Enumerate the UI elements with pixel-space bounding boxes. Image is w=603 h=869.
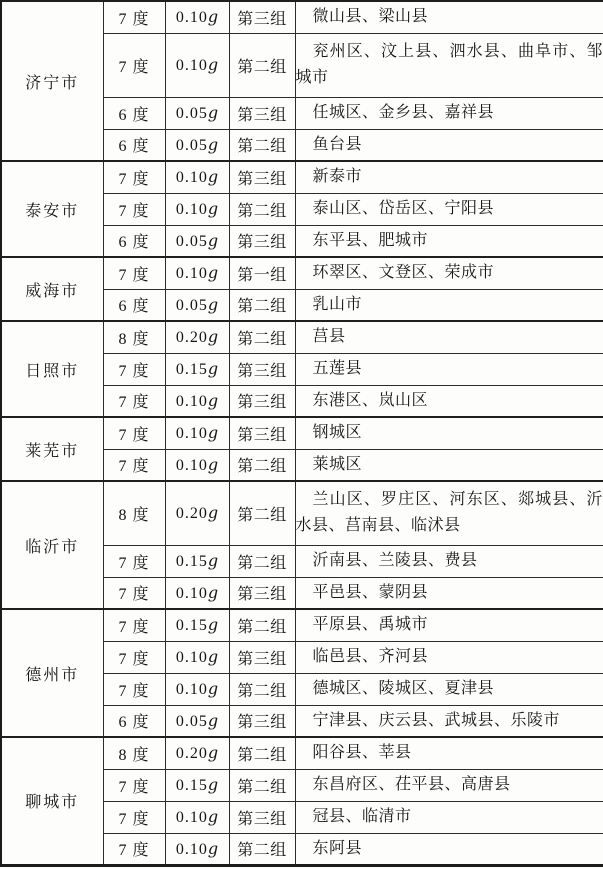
counties-list: 沂南县、兰陵县、费县	[295, 545, 603, 577]
acceleration-cell	[165, 481, 229, 545]
seismic-intensity-value: 7 度	[103, 1, 165, 33]
seismic-intensity-value: 8 度	[103, 737, 165, 769]
acceleration-unit: g	[207, 615, 219, 635]
design-group-value: 第一组	[229, 257, 295, 289]
seismic-intensity-value: 7 度	[103, 673, 165, 705]
acceleration-cell	[165, 833, 229, 865]
table-row	[1, 161, 603, 193]
acceleration-value: 0.15	[175, 617, 208, 635]
acceleration-cell	[165, 161, 229, 193]
counties-list: 平邑县、蒙阴县	[295, 577, 603, 609]
counties-list: 冠县、临清市	[295, 801, 603, 833]
seismic-intensity-value: 7 度	[103, 769, 165, 801]
acceleration-value: 0.10	[175, 57, 208, 74]
city-name: 济宁市	[1, 1, 103, 161]
counties-list: 新泰市	[295, 161, 603, 193]
acceleration-value: 0.05	[175, 712, 208, 730]
design-group-value: 第二组	[229, 673, 295, 705]
acceleration-cell	[165, 449, 229, 481]
acceleration-unit: g	[207, 103, 219, 122]
table-row	[1, 321, 603, 353]
seismic-intensity-value: 7 度	[103, 833, 165, 865]
acceleration-cell	[165, 353, 229, 385]
counties-list: 莱城区	[295, 449, 603, 481]
counties-list: 东阿县	[295, 833, 603, 865]
city-name: 聊城市	[1, 737, 103, 865]
table-row	[1, 609, 603, 641]
seismic-intensity-value: 7 度	[103, 609, 165, 641]
counties-list: 兰山区、罗庄区、河东区、郯城县、沂水县、莒南县、临沭县	[295, 481, 603, 545]
acceleration-unit: g	[207, 807, 219, 826]
seismic-intensity-value: 6 度	[103, 97, 165, 129]
acceleration-value: 0.10	[175, 649, 208, 666]
counties-list: 兖州区、汶上县、泗水县、曲阜市、邹城市	[295, 33, 603, 97]
acceleration-unit: g	[207, 263, 219, 283]
acceleration-value: 0.20	[175, 505, 208, 523]
acceleration-cell	[165, 1, 229, 33]
counties-list: 宁津县、庆云县、武城县、乐陵市	[295, 705, 603, 737]
counties-list: 东港区、岚山区	[295, 385, 603, 417]
acceleration-value: 0.15	[175, 361, 208, 378]
acceleration-cell	[165, 257, 229, 289]
acceleration-cell	[165, 609, 229, 641]
counties-list: 任城区、金乡县、嘉祥县	[295, 97, 603, 129]
design-group-value: 第二组	[229, 769, 295, 801]
design-group-value: 第二组	[229, 609, 295, 641]
city-name: 莱芜市	[1, 417, 103, 481]
acceleration-cell	[165, 289, 229, 321]
acceleration-unit: g	[207, 710, 219, 730]
acceleration-unit: g	[207, 775, 219, 794]
counties-list: 德城区、陵城区、夏津县	[295, 673, 603, 705]
acceleration-cell	[165, 193, 229, 225]
acceleration-value: 0.10	[175, 201, 208, 218]
counties-list: 莒县	[295, 321, 603, 353]
seismic-intensity-value: 7 度	[103, 161, 165, 193]
design-group-value: 第三组	[229, 641, 295, 673]
seismic-intensity-value: 6 度	[103, 225, 165, 257]
design-group-value: 第二组	[229, 289, 295, 321]
acceleration-cell	[165, 321, 229, 353]
acceleration-unit: g	[207, 199, 219, 218]
acceleration-cell	[165, 737, 229, 769]
table-row	[1, 481, 603, 545]
acceleration-value: 0.10	[175, 456, 208, 474]
counties-list: 泰山区、岱岳区、宁阳县	[295, 193, 603, 225]
table-row	[1, 257, 603, 289]
city-name: 日照市	[1, 321, 103, 417]
seismic-intensity-value: 8 度	[103, 481, 165, 545]
design-group-value: 第二组	[229, 33, 295, 97]
acceleration-value: 0.10	[175, 425, 208, 443]
counties-list: 乳山市	[295, 289, 603, 321]
acceleration-value: 0.05	[175, 136, 208, 154]
seismic-intensity-value: 6 度	[103, 289, 165, 321]
design-group-value: 第二组	[229, 545, 295, 577]
design-group-value: 第二组	[229, 193, 295, 225]
design-group-value: 第三组	[229, 417, 295, 449]
acceleration-unit: g	[207, 167, 219, 187]
acceleration-value: 0.05	[175, 296, 208, 314]
acceleration-value: 0.10	[175, 169, 208, 187]
acceleration-cell	[165, 129, 229, 161]
counties-list: 东昌府区、茌平县、高唐县	[295, 769, 603, 801]
counties-list: 钢城区	[295, 417, 603, 449]
acceleration-unit: g	[207, 390, 219, 410]
acceleration-cell	[165, 801, 229, 833]
acceleration-value: 0.10	[175, 9, 208, 27]
design-group-value: 第二组	[229, 481, 295, 545]
seismic-intensity-value: 7 度	[103, 577, 165, 609]
seismic-intensity-value: 7 度	[103, 353, 165, 385]
acceleration-unit: g	[207, 679, 219, 698]
seismic-intensity-value: 6 度	[103, 705, 165, 737]
counties-list: 微山县、梁山县	[295, 1, 603, 33]
acceleration-cell	[165, 673, 229, 705]
acceleration-cell	[165, 545, 229, 577]
acceleration-value: 0.05	[175, 232, 208, 250]
acceleration-unit: g	[207, 423, 219, 443]
table-row	[1, 417, 603, 449]
acceleration-unit: g	[207, 503, 219, 523]
acceleration-value: 0.05	[175, 105, 208, 122]
city-name: 德州市	[1, 609, 103, 737]
table-row	[1, 737, 603, 769]
acceleration-unit: g	[207, 647, 219, 666]
design-group-value: 第三组	[229, 705, 295, 737]
acceleration-cell	[165, 33, 229, 97]
acceleration-unit: g	[207, 55, 219, 74]
acceleration-unit: g	[207, 743, 219, 763]
seismic-intensity-value: 7 度	[103, 641, 165, 673]
acceleration-value: 0.15	[175, 777, 208, 794]
design-group-value: 第三组	[229, 353, 295, 385]
city-name: 泰安市	[1, 161, 103, 257]
acceleration-unit: g	[207, 7, 219, 27]
acceleration-unit: g	[207, 582, 219, 602]
design-group-value: 第二组	[229, 321, 295, 353]
design-group-value: 第二组	[229, 833, 295, 865]
design-group-value: 第三组	[229, 385, 295, 417]
acceleration-cell	[165, 769, 229, 801]
seismic-intensity-value: 7 度	[103, 193, 165, 225]
acceleration-cell	[165, 97, 229, 129]
acceleration-value: 0.15	[175, 553, 208, 570]
counties-list: 东平县、肥城市	[295, 225, 603, 257]
seismic-intensity-value: 7 度	[103, 385, 165, 417]
acceleration-value: 0.10	[175, 809, 208, 826]
acceleration-unit: g	[207, 838, 219, 858]
acceleration-unit: g	[207, 230, 219, 250]
acceleration-cell	[165, 225, 229, 257]
city-name: 威海市	[1, 257, 103, 321]
acceleration-unit: g	[207, 359, 219, 378]
acceleration-value: 0.20	[175, 329, 208, 347]
acceleration-cell	[165, 385, 229, 417]
seismic-intensity-value: 8 度	[103, 321, 165, 353]
seismic-intensity-value: 7 度	[103, 257, 165, 289]
counties-list: 鱼台县	[295, 129, 603, 161]
acceleration-unit: g	[207, 294, 219, 314]
acceleration-cell	[165, 705, 229, 737]
design-group-value: 第二组	[229, 737, 295, 769]
design-group-value: 第三组	[229, 801, 295, 833]
city-name: 临沂市	[1, 481, 103, 609]
counties-list: 临邑县、齐河县	[295, 641, 603, 673]
seismic-intensity-value: 7 度	[103, 545, 165, 577]
acceleration-cell	[165, 417, 229, 449]
acceleration-cell	[165, 641, 229, 673]
counties-list: 阳谷县、莘县	[295, 737, 603, 769]
seismic-table-body	[1, 1, 603, 865]
design-group-value: 第三组	[229, 577, 295, 609]
seismic-intensity-value: 6 度	[103, 129, 165, 161]
acceleration-unit: g	[207, 327, 219, 347]
acceleration-unit: g	[207, 551, 219, 570]
design-group-value: 第三组	[229, 161, 295, 193]
counties-list: 环翠区、文登区、荣成市	[295, 257, 603, 289]
acceleration-cell	[165, 577, 229, 609]
seismic-intensity-value: 7 度	[103, 449, 165, 481]
table-row	[1, 1, 603, 33]
acceleration-value: 0.10	[175, 584, 208, 602]
seismic-intensity-value: 7 度	[103, 33, 165, 97]
design-group-value: 第二组	[229, 449, 295, 481]
design-group-value: 第三组	[229, 97, 295, 129]
acceleration-value: 0.20	[175, 745, 208, 763]
design-group-value: 第二组	[229, 129, 295, 161]
counties-list: 五莲县	[295, 353, 603, 385]
counties-list: 平原县、禹城市	[295, 609, 603, 641]
seismic-intensity-value: 7 度	[103, 417, 165, 449]
acceleration-value: 0.10	[175, 392, 208, 410]
seismic-intensity-value: 7 度	[103, 801, 165, 833]
acceleration-value: 0.10	[175, 840, 208, 858]
design-group-value: 第三组	[229, 1, 295, 33]
acceleration-value: 0.10	[175, 265, 208, 283]
acceleration-unit: g	[207, 454, 219, 474]
design-group-value: 第三组	[229, 225, 295, 257]
acceleration-value: 0.10	[175, 681, 208, 698]
acceleration-unit: g	[207, 134, 219, 154]
